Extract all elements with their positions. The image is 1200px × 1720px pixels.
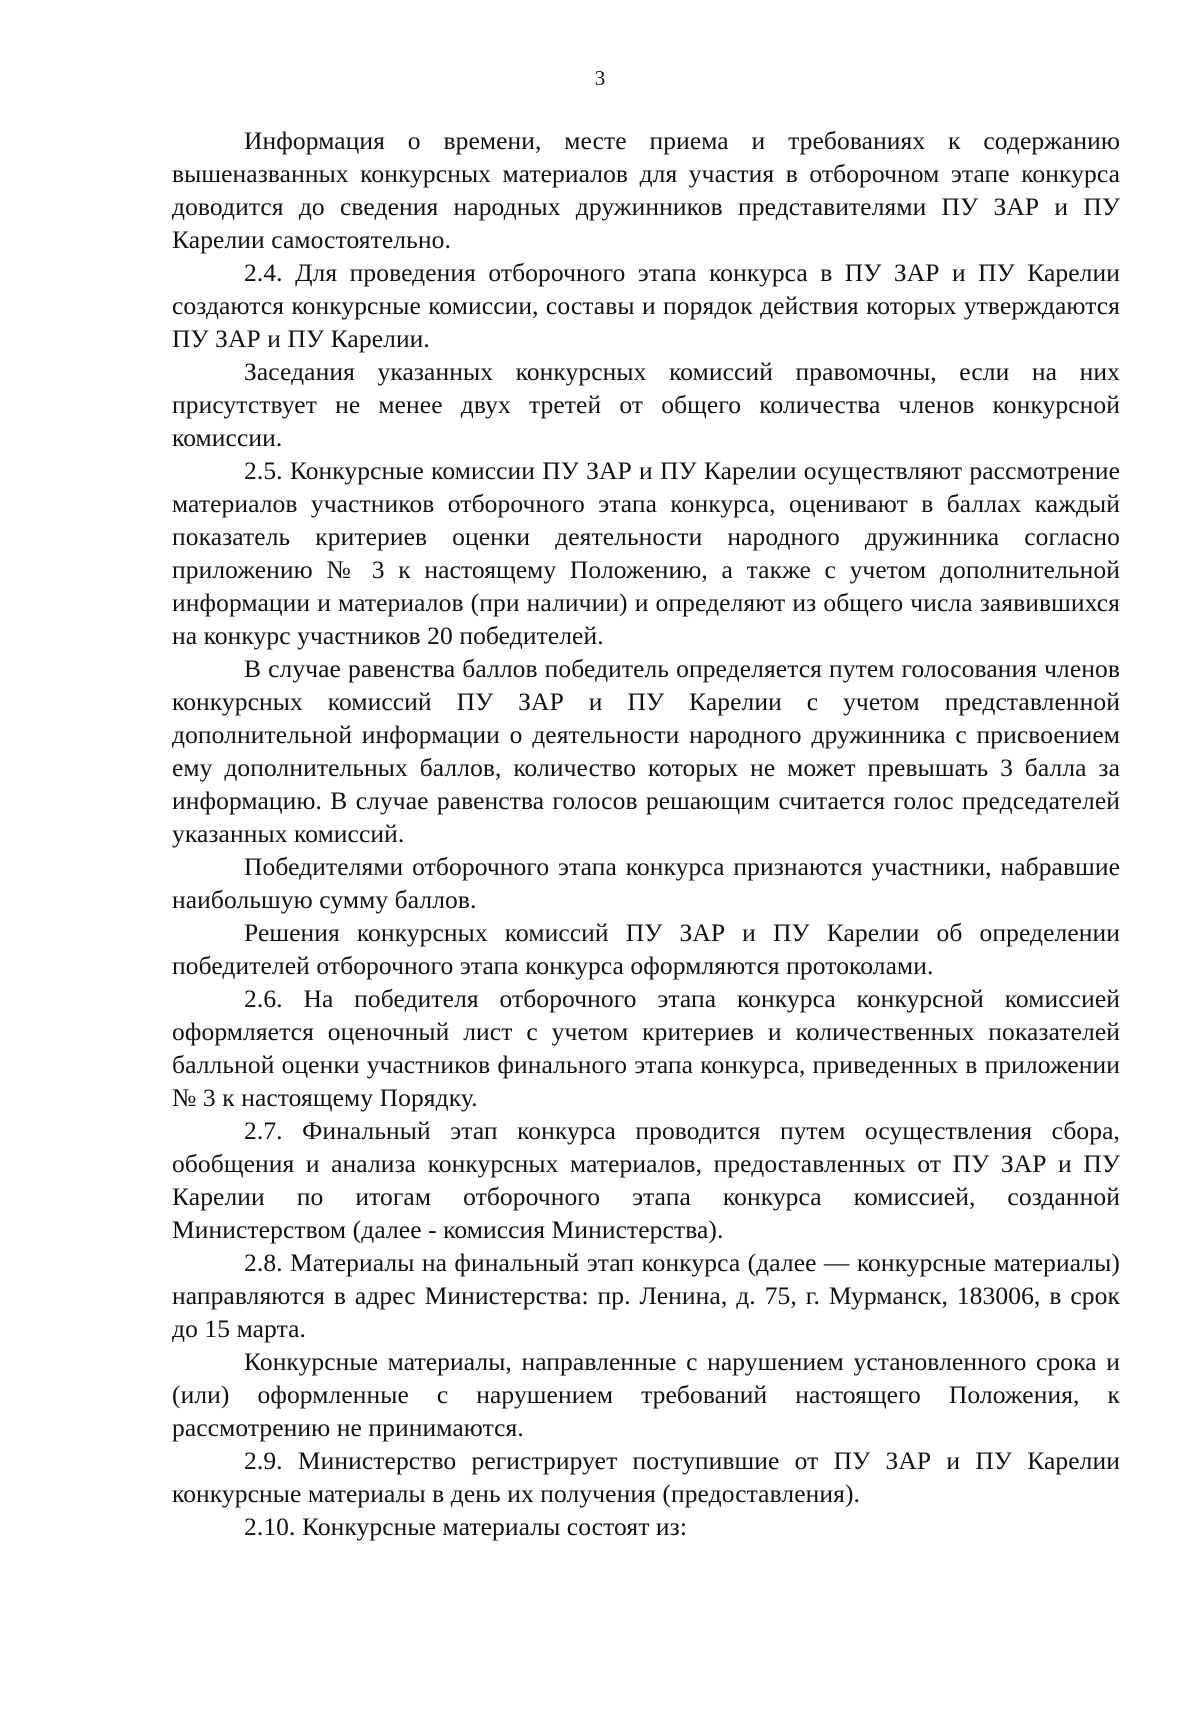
paragraph-2-8: 2.8. Материалы на финальный этап конкурса (далее — конкурсные материалы) направляются в адрес Министерства: пр. Ленина, д. 75, г. Мурманск, 183006, в срок до 15 марта. [172,1248,1120,1343]
paragraph-2-6: 2.6. На победителя отборочного этапа конкурса конкурсной комиссией оформляется оценочный лист с учетом критериев и количественных показателей балльной оценки участников финального этапа конкурса, приведенных в приложении № 3 к настоящему Порядку. [172,984,1120,1112]
paragraph-commission-quorum: Заседания указанных конкурсных комиссий правомочны, если на них присутствует не менее двух третей от общего количества членов конкурсной комиссии. [172,357,1120,452]
paragraph-2-10: 2.10. Конкурсные материалы состоят из: [244,1512,688,1541]
paragraph-tie-break: В случае равенства баллов победитель определяется путем голосования членов конкурсных комиссий ПУ ЗАР и ПУ Карелии с учетом представленной дополнительной информации о деятельности народного дружинника с присвоением ему дополнительных баллов, количество которых не может превышать 3 балла за информацию. В случае равенства голосов решающим считается голос председателей указанных комиссий. [172,654,1120,848]
page-number: 3 [594,66,606,90]
paragraph-2-7: 2.7. Финальный этап конкурса проводится путем осуществления сбора, обобщения и анализа конкурсных материалов, предоставленных от ПУ ЗАР и ПУ Карелии по итогам отборочного этапа конкурса комиссией, созданной Министерством (далее - комиссия Министерства). [172,1116,1120,1244]
document-body [172,124,1120,1543]
paragraph-2-4: 2.4. Для проведения отборочного этапа конкурса в ПУ ЗАР и ПУ Карелии создаются конкурсные комиссии, составы и порядок действия которых утверждаются ПУ ЗАР и ПУ Карелии. [172,258,1120,353]
paragraph-2-9: 2.9. Министерство регистрирует поступившие от ПУ ЗАР и ПУ Карелии конкурсные материалы в день их получения (предоставления). [172,1446,1120,1508]
paragraph-2-5: 2.5. Конкурсные комиссии ПУ ЗАР и ПУ Карелии осуществляют рассмотрение материалов участников отборочного этапа конкурса, оценивают в баллах каждый показатель критериев оценки деятельности народного дружинника согласно приложению № 3 к настоящему Положению, а также с учетом дополнительной информации и материалов (при наличии) и определяют из общего числа заявившихся на конкурс участников 20 победителей. [172,456,1120,650]
paragraph-protocols: Решения конкурсных комиссий ПУ ЗАР и ПУ Карелии об определении победителей отборочного этапа конкурса оформляются протоколами. [172,918,1120,980]
paragraph-info-materials: Информация о времени, месте приема и требованиях к содержанию вышеназванных конкурсных материалов для участия в отборочном этапе конкурса доводится до сведения народных дружинников представителями ПУ ЗАР и ПУ Карелии самостоятельно. [172,126,1120,254]
paragraph-winners: Победителями отборочного этапа конкурса признаются участники, набравшие наибольшую сумму баллов. [172,852,1120,914]
paragraph-late-materials: Конкурсные материалы, направленные с нарушением установленного срока и (или) оформленные с нарушением требований настоящего Положения, к рассмотрению не принимаются. [172,1347,1120,1442]
